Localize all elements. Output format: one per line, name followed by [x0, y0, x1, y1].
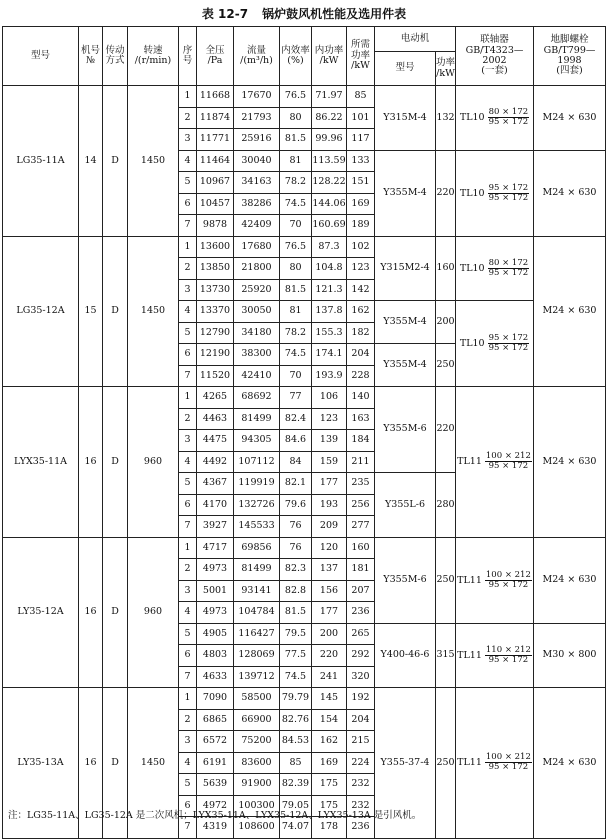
cell-efficiency: 84 — [280, 451, 312, 473]
cell-efficiency: 82.39 — [280, 774, 312, 796]
cell-internal-power: 169 — [312, 752, 347, 774]
cell-seq: 4 — [179, 602, 197, 624]
header-motor: 电动机 — [375, 27, 456, 52]
cell-internal-power: 159 — [312, 451, 347, 473]
cell-seq: 6 — [179, 344, 197, 366]
cell-seq: 1 — [179, 688, 197, 710]
cell-internal-power: 177 — [312, 473, 347, 495]
cell-motor-model: Y355M-4 — [375, 150, 436, 236]
cell-machine-no: 14 — [79, 86, 103, 237]
cell-motor-model: Y355-37-4 — [375, 688, 436, 839]
cell-flow: 81499 — [234, 559, 280, 581]
cell-coupling: TL11 $\frac{100 \times 212}{95 \times 172}$ — [456, 688, 534, 839]
cell-pressure: 4717 — [197, 537, 234, 559]
cell-bolt: M24 × 630 — [534, 86, 606, 151]
cell-motor-model: Y315M-4 — [375, 86, 436, 151]
cell-seq: 4 — [179, 752, 197, 774]
cell-required-power: 123 — [347, 258, 375, 280]
cell-required-power: 236 — [347, 602, 375, 624]
footnote: 注：LG35-11A、LG35-12A 是二次风机；LYX35-11A、LYX35-12A、LYX35-13A 是引风机。 — [8, 810, 422, 821]
cell-motor-power: 250 — [436, 344, 456, 387]
cell-efficiency: 77 — [280, 387, 312, 409]
cell-motor-power: 250 — [436, 688, 456, 839]
cell-required-power: 181 — [347, 559, 375, 581]
table-title — [0, 5, 608, 22]
cell-model: LY35-13A — [3, 688, 79, 839]
cell-efficiency: 76.5 — [280, 86, 312, 108]
cell-pressure: 6865 — [197, 709, 234, 731]
cell-efficiency: 76 — [280, 516, 312, 538]
cell-pressure: 6191 — [197, 752, 234, 774]
cell-efficiency: 81.5 — [280, 602, 312, 624]
cell-flow: 104784 — [234, 602, 280, 624]
cell-required-power: 204 — [347, 709, 375, 731]
cell-drive: D — [103, 387, 128, 538]
cell-efficiency: 82.76 — [280, 709, 312, 731]
cell-drive: D — [103, 86, 128, 237]
cell-efficiency: 79.05 — [280, 795, 312, 817]
fan-spec-table — [2, 26, 606, 839]
cell-pressure: 5001 — [197, 580, 234, 602]
cell-pressure: 4633 — [197, 666, 234, 688]
cell-pressure: 11668 — [197, 86, 234, 108]
cell-pressure: 10457 — [197, 193, 234, 215]
cell-efficiency: 82.1 — [280, 473, 312, 495]
cell-pressure: 4367 — [197, 473, 234, 495]
cell-required-power: 235 — [347, 473, 375, 495]
cell-internal-power: 139 — [312, 430, 347, 452]
cell-seq: 2 — [179, 408, 197, 430]
cell-bolt: M24 × 630 — [534, 387, 606, 538]
cell-seq: 5 — [179, 623, 197, 645]
header-required-power: 所需 功率 /kW — [347, 27, 375, 86]
cell-required-power: 204 — [347, 344, 375, 366]
cell-flow: 30040 — [234, 150, 280, 172]
cell-pressure: 11874 — [197, 107, 234, 129]
cell-seq: 1 — [179, 537, 197, 559]
cell-efficiency: 80 — [280, 107, 312, 129]
cell-motor-power: 220 — [436, 150, 456, 236]
cell-pressure: 11464 — [197, 150, 234, 172]
cell-seq: 2 — [179, 709, 197, 731]
cell-efficiency: 81.5 — [280, 129, 312, 151]
cell-required-power: 292 — [347, 645, 375, 667]
cell-efficiency: 70 — [280, 215, 312, 237]
cell-seq: 4 — [179, 150, 197, 172]
cell-speed: 1450 — [128, 86, 179, 237]
cell-flow: 75200 — [234, 731, 280, 753]
cell-efficiency: 80 — [280, 258, 312, 280]
cell-model: LG35-12A — [3, 236, 79, 387]
cell-internal-power: 104.8 — [312, 258, 347, 280]
table-row — [3, 688, 606, 710]
cell-flow: 68692 — [234, 387, 280, 409]
cell-required-power: 224 — [347, 752, 375, 774]
cell-flow: 81499 — [234, 408, 280, 430]
cell-pressure: 10967 — [197, 172, 234, 194]
cell-efficiency: 74.5 — [280, 666, 312, 688]
cell-internal-power: 193.9 — [312, 365, 347, 387]
cell-pressure: 9878 — [197, 215, 234, 237]
cell-drive: D — [103, 236, 128, 387]
cell-flow: 119919 — [234, 473, 280, 495]
cell-required-power: 232 — [347, 795, 375, 817]
cell-internal-power: 241 — [312, 666, 347, 688]
cell-efficiency: 82.3 — [280, 559, 312, 581]
cell-seq: 3 — [179, 731, 197, 753]
cell-seq: 5 — [179, 172, 197, 194]
cell-machine-no: 16 — [79, 387, 103, 538]
cell-pressure: 12190 — [197, 344, 234, 366]
cell-efficiency: 78.2 — [280, 322, 312, 344]
table-header — [3, 27, 606, 86]
cell-efficiency: 74.5 — [280, 193, 312, 215]
cell-flow: 93141 — [234, 580, 280, 602]
cell-internal-power: 174.1 — [312, 344, 347, 366]
cell-flow: 132726 — [234, 494, 280, 516]
cell-efficiency: 76 — [280, 537, 312, 559]
cell-motor-power: 280 — [436, 473, 456, 538]
cell-required-power: 192 — [347, 688, 375, 710]
cell-efficiency: 78.2 — [280, 172, 312, 194]
cell-required-power: 320 — [347, 666, 375, 688]
cell-model: LG35-11A — [3, 86, 79, 237]
cell-seq: 6 — [179, 645, 197, 667]
cell-internal-power: 123 — [312, 408, 347, 430]
cell-internal-power: 145 — [312, 688, 347, 710]
cell-internal-power: 121.3 — [312, 279, 347, 301]
cell-seq: 6 — [179, 494, 197, 516]
cell-motor-model: Y355M-6 — [375, 537, 436, 623]
cell-internal-power: 160.69 — [312, 215, 347, 237]
cell-seq: 2 — [179, 258, 197, 280]
cell-required-power: 101 — [347, 107, 375, 129]
cell-flow: 58500 — [234, 688, 280, 710]
cell-internal-power: 220 — [312, 645, 347, 667]
header-motor-model: 型号 — [375, 52, 436, 86]
header-coupling: 联轴器 GB/T4323—2002 (一套) — [456, 27, 534, 86]
cell-required-power: 236 — [347, 817, 375, 839]
header-motor-power: 功率 /kW — [436, 52, 456, 86]
cell-required-power: 189 — [347, 215, 375, 237]
cell-flow: 145533 — [234, 516, 280, 538]
cell-flow: 94305 — [234, 430, 280, 452]
cell-flow: 139712 — [234, 666, 280, 688]
cell-seq: 1 — [179, 387, 197, 409]
cell-seq: 5 — [179, 473, 197, 495]
cell-coupling: TL11 $\frac{100 \times 212}{95 \times 172}$ — [456, 387, 534, 538]
cell-internal-power: 154 — [312, 709, 347, 731]
cell-required-power: 162 — [347, 301, 375, 323]
cell-internal-power: 99.96 — [312, 129, 347, 151]
cell-machine-no: 16 — [79, 688, 103, 839]
cell-required-power: 102 — [347, 236, 375, 258]
cell-required-power: 277 — [347, 516, 375, 538]
cell-machine-no: 16 — [79, 537, 103, 688]
cell-pressure: 7090 — [197, 688, 234, 710]
cell-seq: 4 — [179, 301, 197, 323]
cell-required-power: 151 — [347, 172, 375, 194]
cell-flow: 21793 — [234, 107, 280, 129]
cell-required-power: 182 — [347, 322, 375, 344]
cell-seq: 6 — [179, 795, 197, 817]
cell-pressure: 13370 — [197, 301, 234, 323]
cell-required-power: 163 — [347, 408, 375, 430]
cell-motor-model: Y315M2-4 — [375, 236, 436, 301]
cell-pressure: 4475 — [197, 430, 234, 452]
cell-efficiency: 77.5 — [280, 645, 312, 667]
cell-motor-power: 200 — [436, 301, 456, 344]
cell-seq: 3 — [179, 580, 197, 602]
table-row — [3, 537, 606, 559]
cell-efficiency: 70 — [280, 365, 312, 387]
cell-flow: 38300 — [234, 344, 280, 366]
cell-model: LY35-12A — [3, 537, 79, 688]
cell-flow: 83600 — [234, 752, 280, 774]
cell-efficiency: 84.53 — [280, 731, 312, 753]
cell-seq: 7 — [179, 365, 197, 387]
cell-pressure: 4803 — [197, 645, 234, 667]
cell-flow: 128069 — [234, 645, 280, 667]
cell-internal-power: 155.3 — [312, 322, 347, 344]
cell-flow: 116427 — [234, 623, 280, 645]
cell-pressure: 4463 — [197, 408, 234, 430]
cell-internal-power: 162 — [312, 731, 347, 753]
cell-flow: 25916 — [234, 129, 280, 151]
cell-required-power: 117 — [347, 129, 375, 151]
cell-machine-no: 15 — [79, 236, 103, 387]
header-machine-no: 机号 № — [79, 27, 103, 86]
cell-flow: 42410 — [234, 365, 280, 387]
cell-speed: 960 — [128, 387, 179, 538]
cell-flow: 34180 — [234, 322, 280, 344]
table-number: 表 12-7 — [201, 7, 249, 21]
cell-coupling: TL10 $\frac{80 \times 172}{95 \times 172}$ — [456, 86, 534, 151]
cell-seq: 3 — [179, 279, 197, 301]
cell-internal-power: 175 — [312, 774, 347, 796]
cell-required-power: 142 — [347, 279, 375, 301]
cell-coupling: TL10 $\frac{95 \times 172}{95 \times 172}$ — [456, 150, 534, 236]
cell-seq: 7 — [179, 516, 197, 538]
cell-internal-power: 128.22 — [312, 172, 347, 194]
cell-required-power: 265 — [347, 623, 375, 645]
cell-speed: 1450 — [128, 688, 179, 839]
cell-required-power: 228 — [347, 365, 375, 387]
cell-flow: 38286 — [234, 193, 280, 215]
cell-pressure: 13850 — [197, 258, 234, 280]
cell-efficiency: 76.5 — [280, 236, 312, 258]
cell-bolt: M24 × 630 — [534, 236, 606, 387]
cell-efficiency: 85 — [280, 752, 312, 774]
cell-internal-power: 200 — [312, 623, 347, 645]
cell-seq: 2 — [179, 107, 197, 129]
cell-pressure: 4265 — [197, 387, 234, 409]
cell-pressure: 4972 — [197, 795, 234, 817]
cell-motor-power: 160 — [436, 236, 456, 301]
header-speed: 转速 /(r/min) — [128, 27, 179, 86]
cell-coupling: TL11 $\frac{110 \times 212}{95 \times 172}$ — [456, 623, 534, 688]
cell-seq: 5 — [179, 774, 197, 796]
cell-flow: 30050 — [234, 301, 280, 323]
cell-required-power: 232 — [347, 774, 375, 796]
cell-efficiency: 81 — [280, 301, 312, 323]
cell-flow: 100300 — [234, 795, 280, 817]
cell-internal-power: 86.22 — [312, 107, 347, 129]
header-flow: 流量 /(m³/h) — [234, 27, 280, 86]
cell-required-power: 85 — [347, 86, 375, 108]
cell-flow: 66900 — [234, 709, 280, 731]
header-pressure: 全压 /Pa — [197, 27, 234, 86]
cell-efficiency: 81.5 — [280, 279, 312, 301]
cell-required-power: 207 — [347, 580, 375, 602]
cell-bolt: M30 × 800 — [534, 623, 606, 688]
cell-efficiency: 79.6 — [280, 494, 312, 516]
table-row — [3, 86, 606, 108]
header-bolt: 地脚螺栓 GB/T799—1998 (四套) — [534, 27, 606, 86]
cell-coupling: TL10 $\frac{95 \times 172}{95 \times 172}$ — [456, 301, 534, 387]
cell-flow: 69856 — [234, 537, 280, 559]
cell-pressure: 5639 — [197, 774, 234, 796]
cell-efficiency: 81 — [280, 150, 312, 172]
cell-speed: 1450 — [128, 236, 179, 387]
cell-seq: 7 — [179, 215, 197, 237]
cell-pressure: 13600 — [197, 236, 234, 258]
cell-seq: 1 — [179, 236, 197, 258]
cell-motor-power: 220 — [436, 387, 456, 473]
cell-flow: 91900 — [234, 774, 280, 796]
cell-seq: 5 — [179, 322, 197, 344]
cell-required-power: 140 — [347, 387, 375, 409]
cell-internal-power: 144.06 — [312, 193, 347, 215]
cell-flow: 17670 — [234, 86, 280, 108]
cell-pressure: 4319 — [197, 817, 234, 839]
cell-seq: 3 — [179, 129, 197, 151]
cell-motor-model: Y355M-4 — [375, 301, 436, 344]
cell-coupling: TL11 $\frac{100 \times 212}{95 \times 172}$ — [456, 537, 534, 623]
cell-bolt: M24 × 630 — [534, 537, 606, 623]
cell-speed: 960 — [128, 537, 179, 688]
cell-seq: 1 — [179, 86, 197, 108]
cell-required-power: 184 — [347, 430, 375, 452]
cell-efficiency: 82.8 — [280, 580, 312, 602]
cell-pressure: 4905 — [197, 623, 234, 645]
cell-required-power: 256 — [347, 494, 375, 516]
cell-required-power: 160 — [347, 537, 375, 559]
cell-model: LYX35-11A — [3, 387, 79, 538]
cell-internal-power: 137 — [312, 559, 347, 581]
cell-motor-power: 250 — [436, 537, 456, 623]
cell-flow: 108600 — [234, 817, 280, 839]
cell-efficiency: 79.5 — [280, 623, 312, 645]
cell-efficiency: 82.4 — [280, 408, 312, 430]
cell-drive: D — [103, 688, 128, 839]
cell-internal-power: 156 — [312, 580, 347, 602]
cell-pressure: 4973 — [197, 559, 234, 581]
cell-motor-model: Y355M-6 — [375, 387, 436, 473]
cell-seq: 6 — [179, 193, 197, 215]
cell-internal-power: 71.97 — [312, 86, 347, 108]
cell-pressure: 3927 — [197, 516, 234, 538]
header-model: 型号 — [3, 27, 79, 86]
cell-flow: 21800 — [234, 258, 280, 280]
cell-flow: 25920 — [234, 279, 280, 301]
cell-efficiency: 74.07 — [280, 817, 312, 839]
cell-pressure: 13730 — [197, 279, 234, 301]
cell-internal-power: 175 — [312, 795, 347, 817]
cell-motor-power: 132 — [436, 86, 456, 151]
cell-pressure: 4170 — [197, 494, 234, 516]
cell-motor-model: Y400-46-6 — [375, 623, 436, 688]
cell-efficiency: 74.5 — [280, 344, 312, 366]
cell-efficiency: 79.79 — [280, 688, 312, 710]
cell-coupling: TL10 $\frac{80 \times 172}{95 \times 172}$ — [456, 236, 534, 301]
cell-internal-power: 178 — [312, 817, 347, 839]
cell-efficiency: 84.6 — [280, 430, 312, 452]
cell-flow: 42409 — [234, 215, 280, 237]
cell-motor-model: Y355L-6 — [375, 473, 436, 538]
cell-required-power: 215 — [347, 731, 375, 753]
table-title-text: 锅炉鼓风机性能及选用件表 — [262, 7, 407, 21]
cell-pressure: 4973 — [197, 602, 234, 624]
header-seq: 序 号 — [179, 27, 197, 86]
cell-flow: 17680 — [234, 236, 280, 258]
table-row — [3, 236, 606, 258]
cell-flow: 107112 — [234, 451, 280, 473]
cell-pressure: 11771 — [197, 129, 234, 151]
cell-internal-power: 137.8 — [312, 301, 347, 323]
cell-pressure: 11520 — [197, 365, 234, 387]
cell-internal-power: 209 — [312, 516, 347, 538]
header-drive: 传动 方式 — [103, 27, 128, 86]
cell-internal-power: 120 — [312, 537, 347, 559]
cell-internal-power: 193 — [312, 494, 347, 516]
table-row — [3, 387, 606, 409]
cell-motor-model: Y355M-4 — [375, 344, 436, 387]
cell-internal-power: 87.3 — [312, 236, 347, 258]
cell-required-power: 133 — [347, 150, 375, 172]
cell-bolt: M24 × 630 — [534, 688, 606, 839]
cell-internal-power: 177 — [312, 602, 347, 624]
cell-seq: 3 — [179, 430, 197, 452]
cell-required-power: 211 — [347, 451, 375, 473]
cell-pressure: 4492 — [197, 451, 234, 473]
cell-pressure: 12790 — [197, 322, 234, 344]
table-body — [3, 86, 606, 839]
cell-flow: 34163 — [234, 172, 280, 194]
cell-drive: D — [103, 537, 128, 688]
cell-internal-power: 113.59 — [312, 150, 347, 172]
cell-pressure: 6572 — [197, 731, 234, 753]
cell-bolt: M24 × 630 — [534, 150, 606, 236]
cell-seq: 7 — [179, 666, 197, 688]
cell-seq: 2 — [179, 559, 197, 581]
cell-seq: 4 — [179, 451, 197, 473]
cell-internal-power: 106 — [312, 387, 347, 409]
cell-motor-power: 315 — [436, 623, 456, 688]
cell-seq: 7 — [179, 817, 197, 839]
header-efficiency: 内效率 (%) — [280, 27, 312, 86]
cell-required-power: 169 — [347, 193, 375, 215]
header-internal-power: 内功率 /kW — [312, 27, 347, 86]
